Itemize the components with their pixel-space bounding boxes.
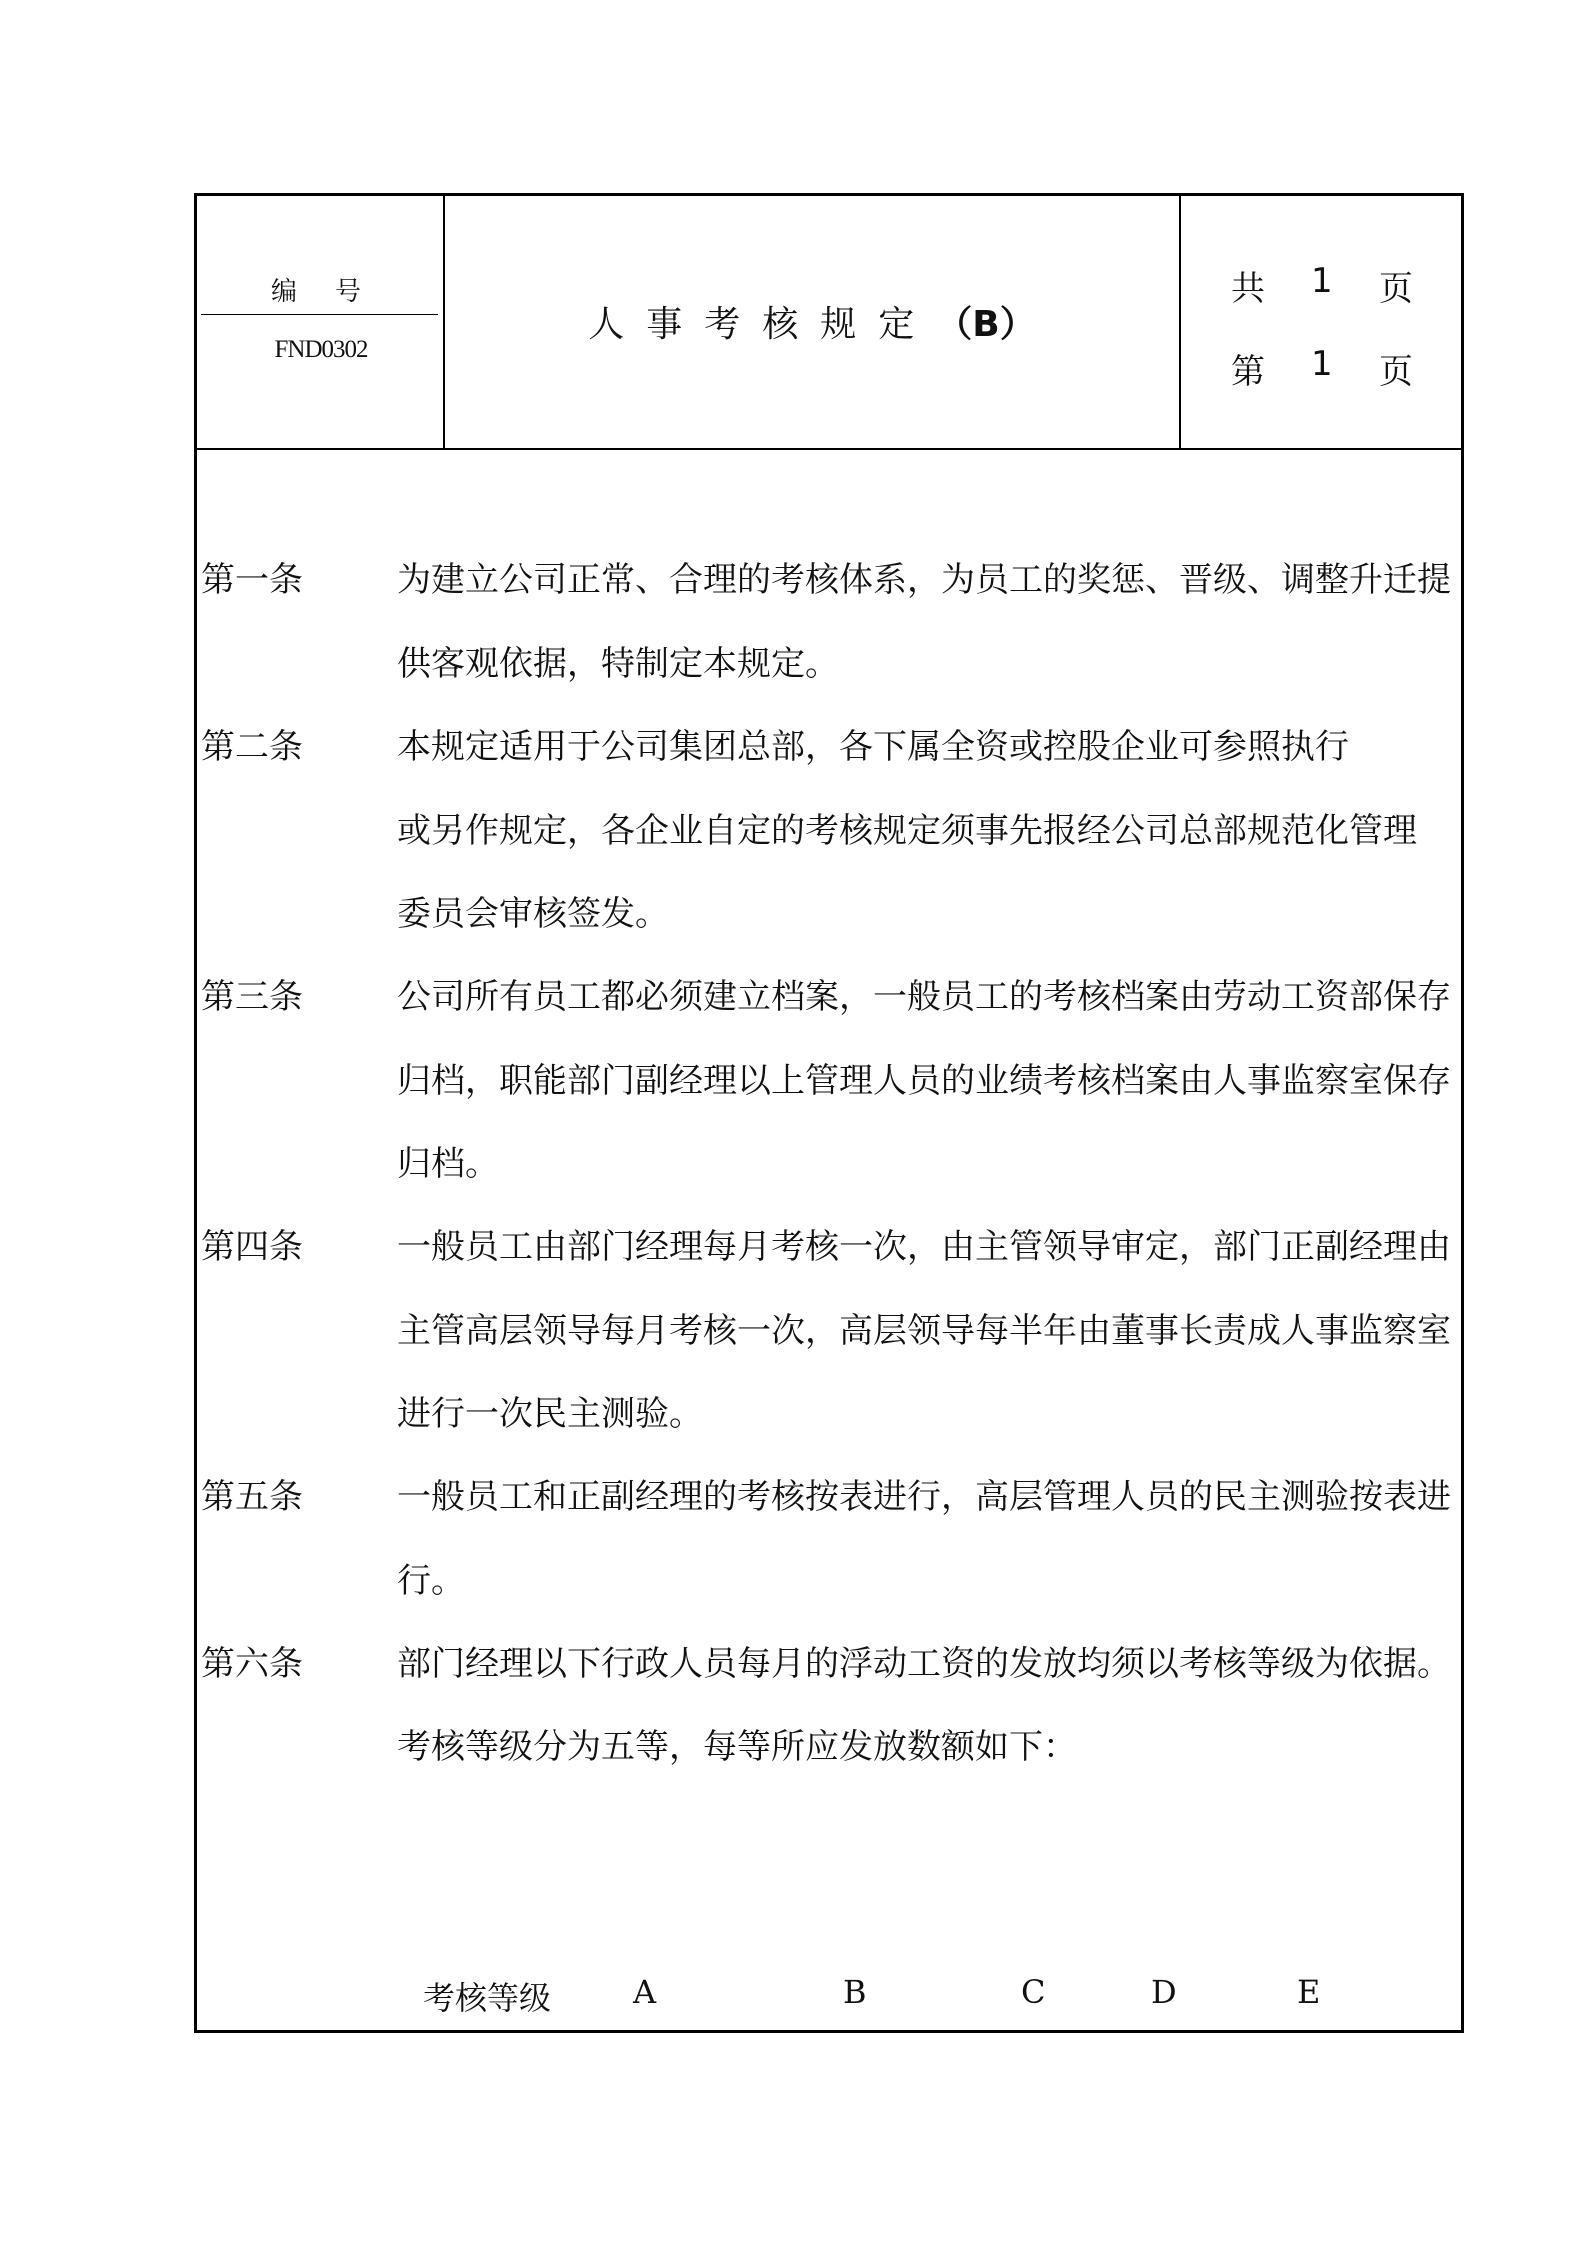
article-label: 第五条: [201, 1477, 303, 1517]
code-cell: [197, 196, 445, 448]
code-divider: [201, 314, 438, 315]
code-value: FND0302: [274, 336, 368, 363]
article-line: 公司所有员工都必须建立档案，一般员工的考核档案由劳动工资部保存: [397, 977, 1451, 1017]
article-label: 第四条: [201, 1227, 303, 1267]
total-page-unit: 页: [1379, 269, 1413, 309]
total-pages: 1: [1311, 261, 1333, 301]
grade-label: 考核等级: [423, 1979, 552, 2017]
current-page-unit: 页: [1379, 352, 1413, 392]
article-line: 本规定适用于公司集团总部，各下属全资或控股企业可参照执行: [397, 727, 1349, 767]
article-line: 委员会审核签发。: [397, 894, 669, 934]
grade-level: E: [1297, 1973, 1321, 2011]
grade-level: B: [843, 1973, 867, 2011]
page-title: [445, 296, 1179, 347]
title-cell: [445, 196, 1181, 448]
article-line: 为建立公司正常、合理的考核体系，为员工的奖惩、晋级、调整升迁提: [397, 560, 1451, 600]
current-label: 第: [1231, 352, 1265, 392]
article-line: 考核等级分为五等，每等所应发放数额如下：: [397, 1727, 1077, 1767]
article-label: 第三条: [201, 977, 303, 1017]
code-label: 编号: [271, 277, 400, 307]
article-line: 归档。: [397, 1144, 499, 1184]
article-line: 一般员工由部门经理每月考核一次，由主管领导审定，部门正副经理由: [397, 1227, 1451, 1267]
grade-level: D: [1151, 1973, 1177, 2011]
article-line: 主管高层领导每月考核一次，高层领导每半年由董事长责成人事监察室: [397, 1311, 1451, 1351]
article-line: 或另作规定，各企业自定的考核规定须事先报经公司总部规范化管理: [397, 811, 1417, 851]
article-label: 第一条: [201, 560, 303, 600]
document-frame: [194, 193, 1464, 2033]
article-line: 归档，职能部门副经理以上管理人员的业绩考核档案由人事监察室保存: [397, 1061, 1451, 1101]
article-line: 部门经理以下行政人员每月的浮动工资的发放均须以考核等级为依据。: [397, 1644, 1451, 1684]
grade-level: C: [1021, 1973, 1046, 2011]
total-label: 共: [1231, 269, 1265, 309]
article-line: 一般员工和正副经理的考核按表进行，高层管理人员的民主测验按表进: [397, 1477, 1451, 1517]
current-page: 1: [1311, 344, 1333, 384]
article-line: 进行一次民主测验。: [397, 1394, 703, 1434]
title-suffix: （B）: [936, 304, 1036, 345]
grade-level: A: [633, 1973, 657, 2011]
article-line: 供客观依据，特制定本规定。: [397, 644, 839, 684]
article-line: 行。: [397, 1561, 465, 1601]
article-label: 第六条: [201, 1644, 303, 1684]
article-label: 第二条: [201, 727, 303, 767]
page-count-cell: [1181, 196, 1461, 448]
document-header: [197, 196, 1461, 450]
title-text: 人事考核规定: [588, 304, 937, 345]
